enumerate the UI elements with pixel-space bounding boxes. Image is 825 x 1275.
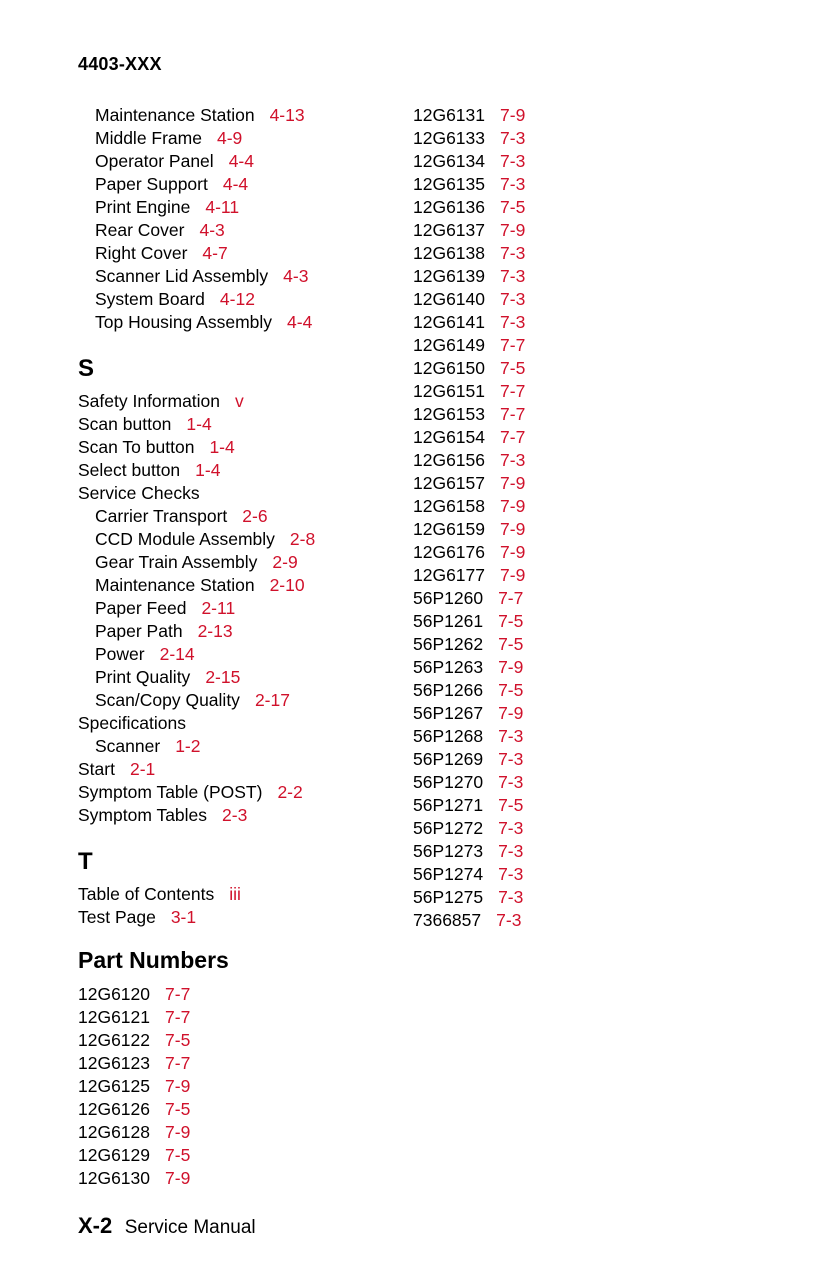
page-reference-link[interactable]: 7-7 — [165, 984, 191, 1004]
index-entry — [78, 712, 398, 735]
index-term: 12G6122 — [78, 1030, 151, 1050]
index-entry — [78, 1006, 398, 1029]
page-reference-link[interactable]: 1-4 — [209, 437, 235, 457]
index-entry — [78, 482, 398, 505]
index-entry — [413, 426, 673, 449]
index-term: 12G6177 — [413, 565, 486, 585]
page-reference-link[interactable]: 7-7 — [500, 381, 526, 401]
index-entry — [78, 1029, 398, 1052]
index-term: Operator Panel — [95, 151, 214, 171]
index-term: 56P1272 — [413, 818, 484, 838]
index-term: Scanner Lid Assembly — [95, 266, 269, 286]
index-term: 12G6130 — [78, 1168, 151, 1188]
index-term: Test Page — [78, 907, 156, 927]
index-column-right — [413, 104, 673, 932]
index-term: 56P1269 — [413, 749, 484, 769]
index-term: 56P1261 — [413, 611, 484, 631]
index-term: 56P1271 — [413, 795, 484, 815]
page-reference-link[interactable]: 7-5 — [498, 680, 524, 700]
index-entry — [413, 886, 673, 909]
page-reference-link[interactable]: iii — [229, 884, 241, 904]
index-term: Scan button — [78, 414, 172, 434]
page-reference-link[interactable]: 2-9 — [272, 552, 298, 572]
page-reference-link[interactable]: 1-4 — [195, 460, 221, 480]
page-reference-link[interactable]: 7-3 — [498, 726, 524, 746]
index-entry — [413, 127, 673, 150]
index-term: 56P1274 — [413, 864, 484, 884]
index-subentry — [78, 127, 398, 150]
page-reference-link[interactable]: 7-5 — [498, 611, 524, 631]
index-entry — [78, 983, 398, 1006]
index-entry — [413, 196, 673, 219]
index-subentry — [78, 104, 398, 127]
index-term: 12G6141 — [413, 312, 486, 332]
index-subentry — [78, 219, 398, 242]
index-subentry — [78, 551, 398, 574]
index-term: 12G6150 — [413, 358, 486, 378]
index-subentry — [78, 288, 398, 311]
index-entry — [413, 265, 673, 288]
index-entry — [413, 242, 673, 265]
index-term: 12G6133 — [413, 128, 486, 148]
index-entry — [413, 380, 673, 403]
page-reference-link[interactable]: 4-12 — [219, 289, 255, 309]
page-reference-link[interactable]: 1-2 — [175, 736, 201, 756]
index-entry — [78, 459, 398, 482]
index-entry — [413, 587, 673, 610]
index-entry — [413, 771, 673, 794]
manual-title: Service Manual — [124, 1217, 256, 1238]
index-entry — [78, 1075, 398, 1098]
page-reference-link[interactable]: 2-1 — [129, 759, 156, 779]
page-reference-link[interactable]: 7-3 — [500, 312, 526, 332]
index-entry — [78, 804, 398, 827]
index-term: Print Quality — [95, 667, 191, 687]
index-term: Scan To button — [78, 437, 195, 457]
index-entry — [78, 1144, 398, 1167]
page-reference-link[interactable]: 4-3 — [283, 266, 309, 286]
index-term: Service Checks — [78, 483, 200, 503]
page-reference-link[interactable]: 7-5 — [498, 634, 524, 654]
index-entry — [78, 390, 398, 413]
index-term: 56P1262 — [413, 634, 484, 654]
index-term: Start — [78, 759, 115, 779]
index-term: 12G6128 — [78, 1122, 151, 1142]
index-term: Symptom Tables — [78, 805, 208, 825]
page-reference-link[interactable]: 4-7 — [202, 243, 228, 263]
page-reference-link[interactable]: 7-3 — [498, 887, 524, 907]
index-entry — [413, 909, 673, 932]
page-reference-link[interactable]: 7-5 — [500, 197, 526, 217]
index-subentry — [78, 597, 398, 620]
index-term: Rear Cover — [95, 220, 185, 240]
page-reference-link[interactable]: 2-13 — [197, 621, 233, 641]
index-entry — [413, 541, 673, 564]
page-reference-link[interactable]: 7-9 — [500, 519, 526, 539]
index-entry — [413, 748, 673, 771]
page-reference-link[interactable]: 7-3 — [500, 128, 526, 148]
page-reference-link[interactable]: 7-3 — [500, 266, 526, 286]
index-letter-heading: T — [78, 848, 93, 875]
index-subentry — [78, 505, 398, 528]
index-term: 56P1270 — [413, 772, 484, 792]
index-term: Top Housing Assembly — [95, 312, 273, 332]
index-term: Maintenance Station — [95, 575, 255, 595]
index-term: Scan/Copy Quality — [95, 690, 240, 710]
page-reference-link[interactable]: 2-10 — [269, 575, 305, 595]
page-footer — [78, 1211, 256, 1244]
index-entry — [413, 564, 673, 587]
index-subentry — [78, 173, 398, 196]
index-entry — [413, 610, 673, 633]
index-term: 12G6153 — [413, 404, 486, 424]
page-reference-link[interactable]: 7-3 — [498, 772, 524, 792]
index-term: 12G6156 — [413, 450, 486, 470]
index-term: Carrier Transport — [95, 506, 228, 526]
index-entry — [78, 1052, 398, 1075]
index-entry — [413, 863, 673, 886]
page-reference-link[interactable]: 7-9 — [500, 220, 526, 240]
page-reference-link[interactable]: 7-9 — [498, 703, 524, 723]
index-term: 12G6126 — [78, 1099, 151, 1119]
index-subentry — [78, 689, 398, 712]
page-reference-link[interactable]: 7-3 — [500, 289, 526, 309]
index-term: Power — [95, 644, 145, 664]
page-reference-link[interactable]: 7-9 — [500, 565, 526, 585]
index-entry — [413, 334, 673, 357]
index-entry — [413, 173, 673, 196]
index-entry — [78, 413, 398, 436]
index-subentry — [78, 265, 398, 288]
index-entry — [413, 725, 673, 748]
page-reference-link[interactable]: 4-4 — [228, 151, 254, 171]
index-term: Select button — [78, 460, 181, 480]
page-reference-link[interactable]: 7-9 — [498, 657, 524, 677]
index-term: Table of Contents — [78, 884, 215, 904]
page-reference-link[interactable]: 7-7 — [165, 1053, 191, 1073]
index-entry — [413, 518, 673, 541]
page-reference-link[interactable]: 3-1 — [170, 907, 197, 927]
index-term: 12G6137 — [413, 220, 486, 240]
index-term: Paper Support — [95, 174, 208, 194]
index-term: 7366857 — [413, 910, 482, 930]
page-reference-link[interactable]: 4-13 — [269, 105, 305, 125]
index-term: 12G6151 — [413, 381, 486, 401]
index-subentry — [78, 311, 398, 334]
page-reference-link[interactable]: 2-15 — [205, 667, 241, 687]
page-reference-link[interactable]: 1-4 — [186, 414, 212, 434]
page-reference-link[interactable]: 7-5 — [165, 1145, 191, 1165]
page-reference-link[interactable]: 7-9 — [500, 473, 526, 493]
page-reference-link[interactable]: 2-3 — [222, 805, 248, 825]
page-reference-link[interactable]: 4-11 — [205, 197, 240, 217]
page-reference-link[interactable]: 7-3 — [500, 243, 526, 263]
index-entry — [78, 906, 398, 929]
index-term: 56P1266 — [413, 680, 484, 700]
page-reference-link[interactable]: 4-4 — [287, 312, 313, 332]
index-term: CCD Module Assembly — [95, 529, 275, 549]
index-entry — [413, 403, 673, 426]
index-entry — [78, 883, 398, 906]
index-term: Right Cover — [95, 243, 188, 263]
index-term: Symptom Table (POST) — [78, 782, 263, 802]
page-reference-link[interactable]: 7-5 — [165, 1030, 191, 1050]
page-number: X-2 — [78, 1213, 113, 1238]
index-term: 12G6134 — [413, 151, 486, 171]
index-subentry — [78, 620, 398, 643]
page-reference-link[interactable]: 4-3 — [199, 220, 225, 240]
index-entry — [413, 794, 673, 817]
index-subentry — [78, 196, 398, 219]
page-reference-link[interactable]: v — [235, 391, 244, 411]
index-entry — [413, 104, 673, 127]
index-term: 56P1263 — [413, 657, 484, 677]
index-term: 12G6120 — [78, 984, 151, 1004]
index-entry — [78, 1121, 398, 1144]
index-term: 56P1260 — [413, 588, 484, 608]
page-reference-link[interactable]: 7-3 — [500, 151, 526, 171]
index-entry — [78, 436, 398, 459]
index-subentry — [78, 574, 398, 597]
index-subentry — [78, 735, 398, 758]
index-entry — [413, 472, 673, 495]
index-entry — [413, 679, 673, 702]
index-term: 12G6123 — [78, 1053, 151, 1073]
page-reference-link[interactable]: 7-7 — [500, 427, 526, 447]
page-reference-link[interactable]: 7-3 — [498, 749, 524, 769]
index-term: 56P1273 — [413, 841, 484, 861]
index-entry — [413, 449, 673, 472]
index-entry — [413, 702, 673, 725]
page-reference-link[interactable]: 7-7 — [165, 1007, 191, 1027]
index-term: System Board — [95, 289, 205, 309]
page-reference-link[interactable]: 7-3 — [498, 841, 524, 861]
index-entry — [78, 758, 398, 781]
index-entry — [413, 219, 673, 242]
running-header: 4403-XXX — [78, 54, 162, 74]
page-reference-link[interactable]: 7-9 — [500, 542, 526, 562]
index-subentry — [78, 643, 398, 666]
index-entry — [413, 150, 673, 173]
page-reference-link[interactable]: 7-3 — [500, 174, 526, 194]
index-term: Middle Frame — [95, 128, 202, 148]
page-reference-link[interactable]: 7-5 — [498, 795, 524, 815]
index-entry — [78, 1098, 398, 1121]
page-reference-link[interactable]: 7-9 — [165, 1076, 191, 1096]
index-term: 56P1275 — [413, 887, 484, 907]
index-term: Gear Train Assembly — [95, 552, 258, 572]
index-entry — [413, 656, 673, 679]
index-term: 12G6125 — [78, 1076, 151, 1096]
index-term: 12G6139 — [413, 266, 486, 286]
page-reference-link[interactable]: 2-2 — [277, 782, 303, 802]
page-reference-link[interactable]: 2-8 — [289, 529, 316, 549]
index-term: 12G6136 — [413, 197, 486, 217]
index-term: 12G6129 — [78, 1145, 151, 1165]
page-reference-link[interactable]: 4-9 — [216, 128, 243, 148]
index-entry — [413, 288, 673, 311]
index-term: 56P1268 — [413, 726, 484, 746]
index-term: 12G6121 — [78, 1007, 151, 1027]
page-reference-link[interactable]: 7-3 — [498, 864, 524, 884]
index-term: 12G6159 — [413, 519, 486, 539]
index-entry — [413, 840, 673, 863]
index-term: 12G6138 — [413, 243, 486, 263]
index-entry — [413, 311, 673, 334]
page-reference-link[interactable]: 7-5 — [165, 1099, 191, 1119]
index-entry — [78, 781, 398, 804]
index-term: Specifications — [78, 713, 186, 733]
page-reference-link[interactable]: 2-14 — [159, 644, 195, 664]
index-term: Safety Information — [78, 391, 221, 411]
page-reference-link[interactable]: 2-6 — [242, 506, 268, 526]
index-term: Print Engine — [95, 197, 191, 217]
index-subentry — [78, 242, 398, 265]
index-term: 12G6176 — [413, 542, 486, 562]
index-letter-heading: S — [78, 355, 95, 382]
index-entry — [413, 817, 673, 840]
section-heading: Part Numbers — [78, 947, 229, 973]
page-reference-link[interactable]: 7-7 — [498, 588, 524, 608]
index-term: 56P1267 — [413, 703, 484, 723]
page-reference-link[interactable]: 2-17 — [254, 690, 290, 710]
index-entry — [413, 495, 673, 518]
page-reference-link[interactable]: 7-3 — [500, 450, 526, 470]
index-term: 12G6154 — [413, 427, 486, 447]
page-reference-link[interactable]: 7-3 — [498, 818, 524, 838]
index-term: 12G6158 — [413, 496, 486, 516]
page-reference-link[interactable]: 2-11 — [201, 598, 236, 618]
index-term: Scanner — [95, 736, 161, 756]
page-reference-link[interactable]: 7-9 — [500, 105, 526, 125]
index-term: 12G6140 — [413, 289, 486, 309]
index-entry — [413, 357, 673, 380]
page-reference-link[interactable]: 7-3 — [496, 910, 522, 930]
page-reference-link[interactable]: 7-9 — [165, 1122, 191, 1142]
index-term: 12G6149 — [413, 335, 486, 355]
page-reference-link[interactable]: 7-7 — [500, 404, 526, 424]
index-term: Paper Path — [95, 621, 183, 641]
index-term: 12G6131 — [413, 105, 486, 125]
index-subentry — [78, 528, 398, 551]
page-reference-link[interactable]: 7-7 — [500, 335, 526, 355]
index-column-left — [78, 104, 398, 1190]
index-term: 12G6135 — [413, 174, 486, 194]
index-term: Maintenance Station — [95, 105, 255, 125]
page-reference-link[interactable]: 7-9 — [165, 1168, 191, 1188]
index-term: 12G6157 — [413, 473, 486, 493]
page-reference-link[interactable]: 7-5 — [500, 358, 526, 378]
index-entry — [78, 1167, 398, 1190]
page-reference-link[interactable]: 4-4 — [222, 174, 249, 194]
index-term: Paper Feed — [95, 598, 187, 618]
index-entry — [413, 633, 673, 656]
page-reference-link[interactable]: 7-9 — [500, 496, 526, 516]
index-subentry — [78, 150, 398, 173]
index-subentry — [78, 666, 398, 689]
